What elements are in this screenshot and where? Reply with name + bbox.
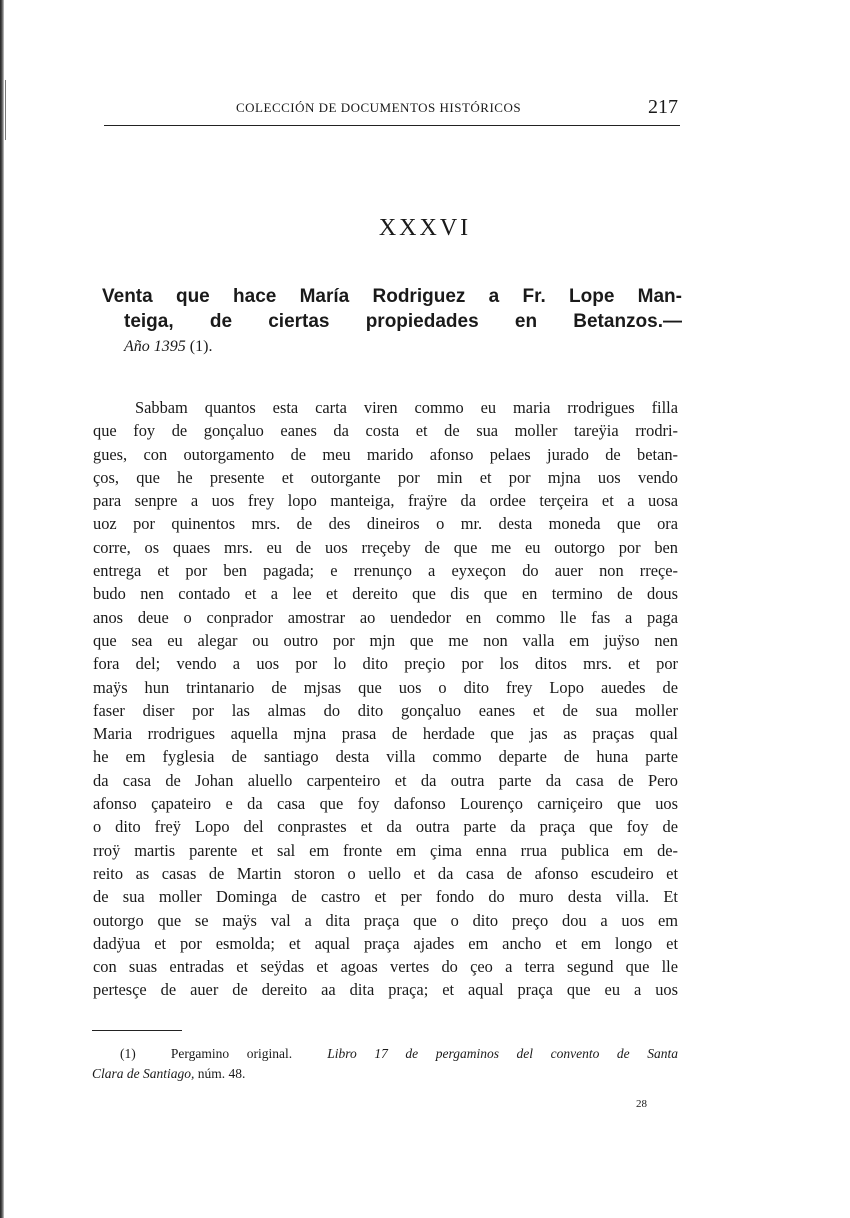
body-line: Sabbam quantos esta carta viren commo eu maria rrodrigues filla xyxy=(135,398,678,417)
body-line: da casa de Johan aluello carpenteiro et da outra parte da casa de Pero xyxy=(93,770,678,790)
scan-edge xyxy=(0,0,4,1218)
footnote-line-2 xyxy=(92,1064,678,1084)
footnote-text: Pergamino original. xyxy=(170,1046,293,1061)
body-line: que sea eu alegar ou outro por mjn que me non valla em juÿso nen xyxy=(93,630,678,650)
body-line: uoz por quinentos mrs. de des dineiros o mr. desta moneda que ora xyxy=(93,514,678,534)
body-line: he em fyglesia de santiago desta villa commo departe de huna parte xyxy=(93,747,678,767)
footnote-source-cont: Clara de Santiago, xyxy=(92,1066,195,1081)
body-line: dadÿua et por esmolda; et aqual praça ajades em ancho et em longo et xyxy=(93,933,678,953)
body-line: reito as casas de Martin storon o uello et da casa de afonso escudeiro et xyxy=(93,863,678,883)
body-line: con suas entradas et seÿdas et agoas vertes do çeo a terra segund que lle xyxy=(93,957,678,977)
printer-signature: 28 xyxy=(636,1098,647,1110)
body-line: maÿs hun trintanario de mjsas que uos o dito frey Lopo auedes de xyxy=(93,677,678,697)
body-line: corre, os quaes mrs. eu de uos rreçeby de que me eu outorgo por ben xyxy=(93,537,678,557)
body-line: afonso çapateiro e da casa que foy dafonso Lourenço carniçeiro que uos xyxy=(93,794,678,814)
body-line: fora del; vendo a uos por lo dito preçio por los ditos mrs. et por xyxy=(93,654,678,674)
body-line: anos deue o conprador amostrar ao uendedor en commo lle fas a paga xyxy=(93,607,678,627)
footnote-line-1 xyxy=(92,1044,678,1064)
running-title: COLECCIÓN DE DOCUMENTOS HISTÓRICOS xyxy=(236,100,522,115)
body-line: de sua moller Dominga de castro et per fondo do muro desta villa. Et xyxy=(93,887,678,907)
footnote xyxy=(92,1044,678,1084)
body-line: rroÿ martis parente et sal em fronte em çima enna rrua publica em de- xyxy=(93,840,678,860)
heading-note-ref: (1). xyxy=(189,338,213,355)
body-line: gues, con outorgamento de meu marido afonso pelaes jurado de betan- xyxy=(93,444,678,464)
header-rule xyxy=(104,125,680,126)
document-body xyxy=(93,396,678,1002)
body-line: ços, que he presente et outorgante por min et por mjna uos vendo xyxy=(93,467,678,487)
body-line: Maria rrodrigues aquella mjna prasa de herdade que jas as praças qual xyxy=(93,724,678,744)
scan-mark xyxy=(5,80,6,140)
footnote-source: Libro 17 de pergaminos del convento de Santa xyxy=(327,1046,678,1061)
heading-line-2: teiga, de ciertas propiedades en Betanzos.— xyxy=(124,311,682,332)
document-heading xyxy=(102,284,682,359)
body-line: o dito freÿ Lopo del conprastes et da outra parte da praça que foy de xyxy=(93,817,678,837)
body-line: faser diser por las almas do dito gonçaluo eanes et de sua moller xyxy=(93,700,678,720)
footnote-rule xyxy=(92,1030,182,1031)
page-number: 217 xyxy=(648,96,678,118)
page-header xyxy=(104,96,680,126)
body-line: para senpre a uos frey lopo manteiga, fraÿre da ordee terçeira et a uosa xyxy=(93,491,678,511)
body-line: entrega et por ben pagada; e rrenunço a eyxeçon do auer non rreçe- xyxy=(93,561,678,581)
footnote-number: núm. 48. xyxy=(197,1066,246,1081)
heading-year: Año 1395 xyxy=(124,338,186,355)
body-line: que foy de gonçaluo eanes da costa et de sua moller tareÿia rrodri- xyxy=(93,421,678,441)
body-line: budo nen contado et a lee et dereito que dis que en termino de dous xyxy=(93,584,678,604)
body-line: pertesçe de auer de dereito aa dita praça; et aqual praça que eu a uos xyxy=(93,980,678,1000)
footnote-marker: (1) xyxy=(120,1046,136,1061)
body-line: outorgo que se maÿs val a dita praça que o dito preço dou a uos em xyxy=(93,910,678,930)
heading-date xyxy=(102,334,682,359)
chapter-number: XXXVI xyxy=(378,215,472,241)
heading-line-1: Venta que hace María Rodriguez a Fr. Lope Man- xyxy=(102,286,682,307)
